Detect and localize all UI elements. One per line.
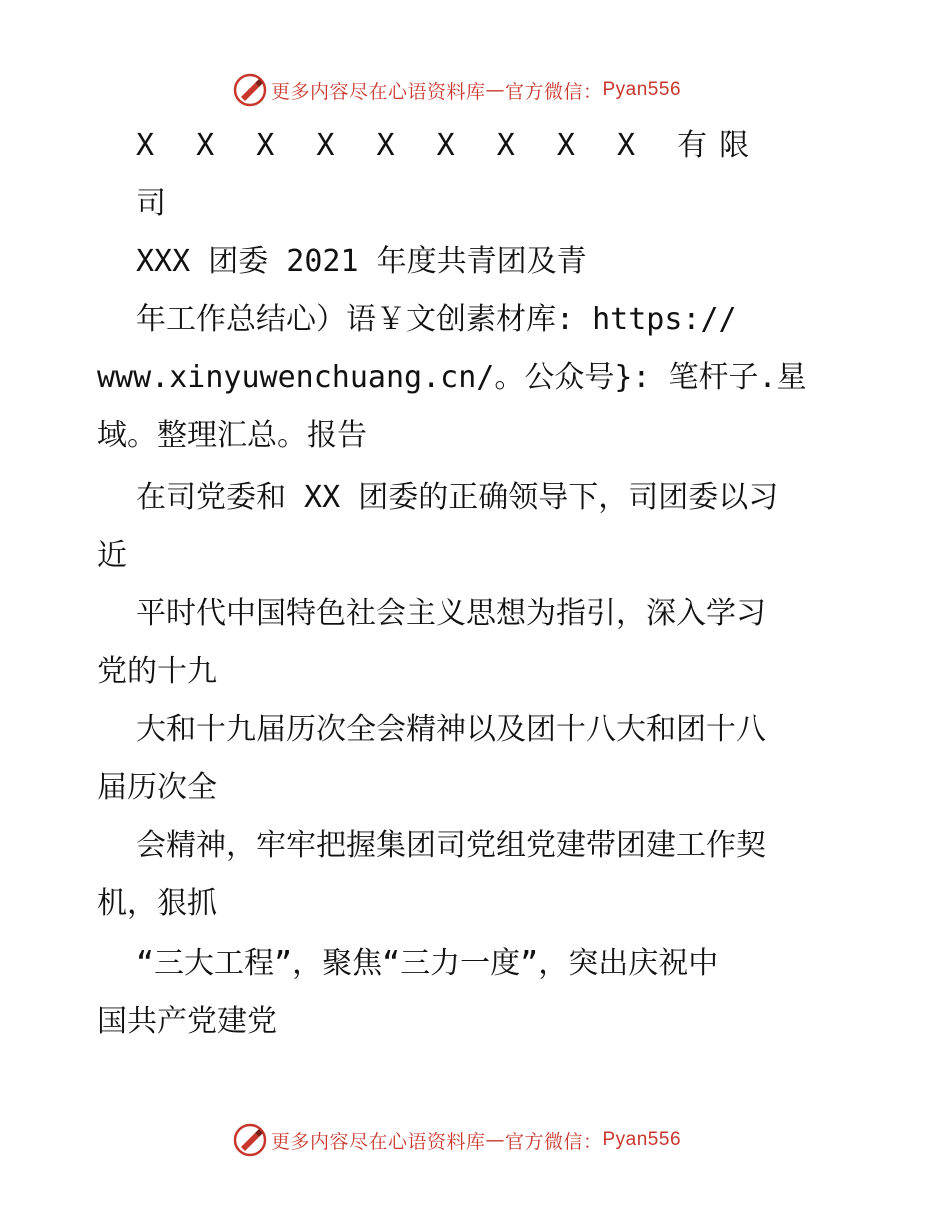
doc-line-6: 域。整理汇总。报告: [97, 418, 367, 453]
watermark-wechat-label: 官方微信：: [504, 1130, 603, 1153]
footer-watermark: [0, 1120, 950, 1160]
doc-line-4: 年工作总结心）语￥文创素材库: https://: [136, 302, 737, 337]
doc-line-5: www.xinyuwenchuang.cn/。公众号}: 笔杆子.星: [97, 360, 807, 395]
doc-line-1: X X X X X X X X X 有限: [136, 128, 762, 163]
pen-logo-icon: [233, 1123, 267, 1157]
doc-line-3: XXX 团委 2021 年度共青团及青: [136, 244, 587, 279]
watermark-wechat-id: Pyan556: [602, 1129, 682, 1150]
watermark-dash: —: [485, 1129, 505, 1151]
watermark-dash: —: [485, 79, 505, 101]
watermark-site-text: 更多内容尽在心语资料库: [270, 1130, 486, 1153]
watermark-site-text: 更多内容尽在心语资料库: [270, 80, 486, 103]
doc-line-12: 届历次全: [97, 770, 217, 805]
doc-line-15: “三大工程”，聚焦“三力一度”，突出庆祝中: [136, 946, 719, 981]
watermark-wechat-label: 官方微信：: [504, 80, 603, 103]
doc-line-2: 司: [136, 186, 166, 221]
doc-line-16: 国共产党建党: [97, 1004, 277, 1039]
doc-line-13: 会精神，牢牢把握集团司党组党建带团建工作契: [136, 828, 766, 863]
doc-line-7: 在司党委和 XX 团委的正确领导下，司团委以习: [136, 480, 779, 515]
doc-line-8: 近: [97, 538, 127, 573]
doc-line-9: 平时代中国特色社会主义思想为指引，深入学习: [136, 596, 766, 631]
doc-line-11: 大和十九届历次全会精神以及团十八大和团十八: [136, 712, 766, 747]
doc-line-14: 机，狠抓: [97, 886, 217, 921]
doc-line-10: 党的十九: [97, 654, 217, 689]
watermark-wechat-id: Pyan556: [602, 79, 682, 100]
